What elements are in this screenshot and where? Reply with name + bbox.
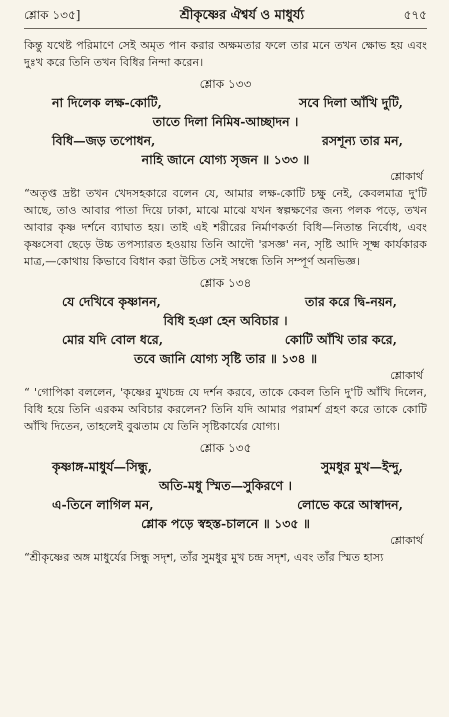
translation-label: শ্লোকার্থ <box>390 534 423 547</box>
verse-half: এ-তিনে লাগিল মন, <box>52 497 154 512</box>
verse-half: সুমধুর মুখ—ইন্দু, <box>321 459 403 474</box>
verse-line <box>24 349 427 368</box>
sloka-133-translation: “অতৃপ্ত দ্রষ্টা তখন খেদসহকারে বলেন যে, আমার লক্ষ-কোটি চক্ষু নেই, কেবলমাত্র দু'টি আছে, তাও আবার পাতা দিয়ে ঢাকা, মাঝে মাঝে যখন স্বল্পক্ষণের জন্য পলক পড়ে, তখন আবার কৃষ্ণ দর্শনে ব্যাঘাত হয়। তাই এই শরীরের নির্মাণকর্তা বিধি—নিতান্ত নির্বোধ, এবং কৃষ্ণসেবা ছেড়ে উচ্চ তপস্যারত হওয়ায় তিনি আদৌ 'রসজ্ঞ' নন, সৃষ্টি আদি সূক্ষ্ম কার্যকারক মাত্র,—কোথায় কিভাবে বিধান করা উচিত সেই সম্বন্ধে তিনি সম্পূর্ণ অনভিজ্ঞ। <box>24 187 427 268</box>
verse-text: নাহি জানে যোগ্য সৃজন ॥ ১৩৩ ॥ <box>141 152 310 167</box>
sloka-133-heading: শ্লোক ১৩৩ <box>199 77 252 91</box>
intro-paragraph: কিন্তু যথেষ্ট পরিমাণে সেই অমৃত পান করার অক্ষমতার ফলে তার মনে তখন ক্ষোভ হয় এবং দুঃখ করে তিনি তখন বিধির নিন্দা করেন। <box>24 39 427 69</box>
verse-line <box>24 330 427 349</box>
verse-line <box>24 150 427 169</box>
verse-half: কোটি আঁখি তার করে, <box>284 332 397 347</box>
verse-half: লোভে করে আস্বাদন, <box>297 497 403 512</box>
sloka-134-heading: শ্লোক ১৩৪ <box>199 276 252 290</box>
verse-line <box>24 457 427 476</box>
verse-line <box>24 112 427 131</box>
sloka-135-verse <box>24 457 427 533</box>
verse-half: না দিলেক লক্ষ-কোটি, <box>52 95 162 110</box>
verse-half: কৃষ্ণাঙ্গ-মাধুর্য—সিন্ধু, <box>52 459 153 474</box>
verse-text: তাতে দিলা নিমিষ-আচ্ছাদন । <box>152 114 299 129</box>
verse-line <box>24 495 427 514</box>
verse-line <box>24 93 427 112</box>
verse-text: অতি-মধু স্মিত—সুকিরণে । <box>159 478 292 493</box>
verse-text: শ্লোক পড়ে স্বহস্ত-চালনে ॥ ১৩৫ ॥ <box>141 516 310 531</box>
verse-half: বিধি—জড় তপোধন, <box>52 133 156 148</box>
verse-half: রসশূন্য তার মন, <box>322 133 403 148</box>
verse-line <box>24 131 427 150</box>
verse-half: যে দেখিবে কৃষ্ণানন, <box>62 294 161 309</box>
verse-line <box>24 514 427 533</box>
verse-text: তবে জানি যোগ্য সৃষ্টি তার ॥ ১৩৪ ॥ <box>133 351 318 366</box>
running-header <box>24 6 427 29</box>
chapter-title: শ্রীকৃষ্ণের ঐশ্বর্য ও মাধুর্য্য <box>179 8 305 23</box>
sloka-135-heading: শ্লোক ১৩৫ <box>199 441 252 455</box>
verse-half: সবে দিলা আঁখি দুটি, <box>298 95 403 110</box>
verse-line <box>24 292 427 311</box>
sloka-134-translation: “ 'গোপিকা বললেন, 'কৃষ্ণের মুখচন্দ্র যে দর্শন করবে, তাকে কেবল তিনি দু'টি আঁখি দিলেন, বিধি হয়ে তিনি এরকম অবিচার করলেন? তিনি যদি আমার পরামর্শ গ্রহণ করে তাকে কোটি আঁখি দিতেন, তাহলেই বুঝতাম যে তিনি সৃষ্টিকার্যের যোগ্য। <box>24 386 427 433</box>
verse-text: বিধি হঞা হেন অবিচার । <box>163 313 288 328</box>
verse-half: তার করে দ্বি-নয়ন, <box>304 294 397 309</box>
header-verse-ref: শ্লোক ১৩৫] <box>24 8 81 22</box>
verse-line <box>24 311 427 330</box>
verse-half: মোর যদি বোল ধরে, <box>62 332 164 347</box>
sloka-134-verse <box>24 292 427 368</box>
translation-label: শ্লোকার্থ <box>390 369 423 382</box>
sloka-135-translation: “শ্রীকৃষ্ণের অঙ্গ মাধুর্যের সিন্ধু সদৃশ, তাঁর সুমধুর মুখ চন্দ্র সদৃশ, এবং তাঁর স্মিত হাস্য <box>24 551 384 564</box>
translation-label: শ্লোকার্থ <box>390 170 423 183</box>
page-number: ৫৭৫ <box>403 8 427 22</box>
sloka-133-verse <box>24 93 427 169</box>
verse-line <box>24 476 427 495</box>
